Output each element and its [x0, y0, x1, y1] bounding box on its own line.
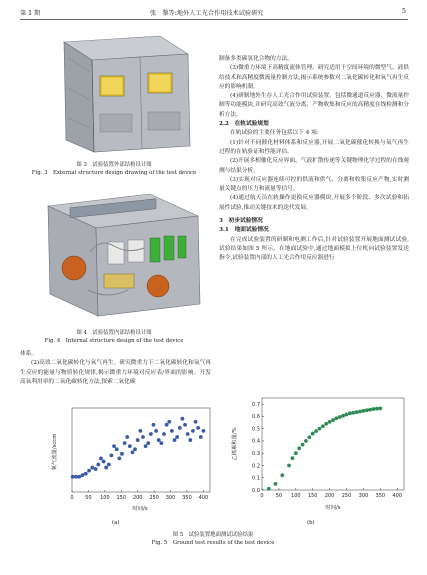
chartA-data-point — [123, 441, 127, 445]
fig5-caption-cn: 图 5 试验装置地面测试试验结果 — [172, 532, 254, 538]
chartB-data-point — [365, 408, 369, 412]
fig3-image — [42, 28, 202, 156]
fig5b-chart — [222, 392, 407, 516]
chartA-data-point — [167, 420, 171, 424]
chartA-data-point — [181, 417, 185, 421]
left-column-text — [20, 350, 211, 387]
chartB-data-point — [338, 415, 342, 419]
fig5a-plot-frame — [72, 408, 210, 492]
chartA-data-point — [112, 444, 116, 448]
right-paragraph-6: (3)实现对反应器连续可控的供液和供气、分离和收集反应产物,实时测量关键点的压力和流量等信号。 — [219, 176, 409, 193]
chartB-data-point — [372, 407, 376, 411]
right-paragraph-0: 制备多类碳氢化合物的方法。 — [219, 56, 293, 62]
chartB-xtick-label: 100 — [291, 493, 301, 499]
right-paragraph-2: (4)研制地外生存人工光合作用试验装置。包括微通道反应器、微流量控制等功能模块,并研究高效气液分离、产物收集和反应的高精度在线检测和分析方法。 — [219, 93, 409, 118]
chartB-data-point — [355, 410, 359, 414]
fig3-caption — [19, 162, 209, 177]
fig5a-chart — [28, 404, 213, 516]
chartA-data-point — [173, 438, 177, 442]
chartB-data-point — [378, 407, 382, 411]
chartA-xtick-label: 100 — [100, 495, 110, 501]
chartA-data-point — [115, 447, 119, 451]
chartB-data-point — [314, 429, 318, 433]
chartB-data-point — [301, 443, 305, 447]
chartB-data-point — [345, 413, 349, 417]
chartA-data-point — [110, 453, 114, 457]
chartA-data-point — [154, 429, 158, 433]
left-paragraph-1: 体系。 — [20, 351, 38, 357]
chartA-xtick-label: 200 — [132, 495, 143, 501]
chartB-data-point — [307, 435, 311, 439]
chartA-data-point — [175, 435, 179, 439]
chartB-data-point — [297, 446, 301, 450]
fig5b-xlabel: 时间/s — [325, 505, 341, 511]
chartA-xtick-label: 400 — [198, 495, 209, 501]
fig4-caption-cn: 图 4 试验装置内部结构设计图 — [76, 330, 152, 336]
chartB-ytick-label: 0.2 — [252, 463, 260, 470]
chartA-xtick-label: 300 — [165, 495, 176, 501]
chartA-data-point — [104, 466, 108, 470]
chartA-data-point — [194, 420, 198, 424]
chartA-data-point — [94, 467, 98, 471]
chartB-ytick-label: 0.5 — [252, 426, 260, 433]
fig5a-panel-label: (a) — [112, 520, 120, 526]
chartB-ytick-label: 0.3 — [252, 451, 260, 457]
chartB-data-point — [304, 439, 308, 443]
chartA-data-point — [125, 435, 129, 439]
chartB-data-point — [274, 482, 278, 486]
chartB-data-point — [280, 473, 284, 477]
chartA-data-point — [141, 435, 145, 439]
chartA-data-point — [157, 438, 161, 442]
fig5a-xlabel: 时间/s — [132, 506, 148, 512]
chartB-xtick-label: 400 — [392, 493, 403, 499]
journal-issue: 第 1 期 — [20, 10, 41, 17]
right-paragraph-5: (2)开展多相催化反应界面、气液扩散传递等关键物理化学过程的在线观测与结果分析。 — [219, 158, 409, 174]
chartB-data-point — [368, 408, 372, 412]
chartA-data-point — [107, 463, 111, 467]
chartB-data-point — [351, 411, 355, 415]
chartB-data-point — [358, 410, 362, 414]
chartA-data-point — [186, 432, 190, 436]
chartA-data-point — [144, 444, 148, 448]
chartA-data-point — [149, 432, 153, 436]
chartB-data-point — [321, 424, 325, 428]
chartA-data-point — [87, 469, 91, 473]
fig4-caption-en: Fig. 4 Internal structure design of the test device — [44, 337, 184, 344]
chartA-data-point — [138, 429, 142, 433]
chartB-data-point — [267, 487, 271, 491]
chartB-xtick-label: 0 — [260, 493, 264, 499]
section-3-1-heading: 3.1 地面试验情况 — [219, 227, 269, 234]
chartA-data-point — [128, 444, 132, 448]
chartA-data-point — [136, 438, 140, 442]
chartB-xtick-label: 50 — [275, 493, 283, 499]
right-paragraph-8: 在完成试验装置的研制和电测工作后,针对试验装置开展地面测试试验,试验结果如图 5 所示。在地面试验中,通过地面模拟上位机向试验装置发送指令,试验装置内部的人工光合作用反应器进行 — [219, 236, 409, 262]
chartA-xtick-label: 0 — [70, 495, 74, 501]
section-3-heading: 3 初步试验情况 — [219, 218, 263, 225]
left-paragraph-2: (2)高效二氧化碳转化与氧气再生。研究微重力下二氧化碳转化和氧气再生反应的能量与物质转化规律,揭示微重力环境对反应表/界面的影响。开发高氧利用率的二氧化碳转化方法,探索二氧化碳 — [20, 360, 211, 385]
chartA-data-point — [131, 450, 135, 454]
chartA-data-point — [90, 466, 94, 470]
chartA-data-point — [120, 452, 124, 456]
chartA-xtick-label: 150 — [116, 495, 127, 501]
fig5b-panel-label: (b) — [307, 520, 315, 526]
chartA-data-point — [170, 429, 174, 433]
chartB-data-point — [311, 432, 315, 436]
chartA-data-point — [183, 423, 187, 427]
right-paragraph-1: (3)微重力环境下高精度流体管理。研究适用于空间环境的微型气、液供给技术和高精度微流量控制方法,揭示系统参数对二氧化碳转化和氧气再生反应的影响机制。 — [219, 65, 409, 90]
chartA-data-point — [74, 475, 78, 479]
chartB-data-point — [375, 407, 379, 411]
header-rule — [20, 19, 408, 20]
section-2-2-heading: 2.2 在轨试验规划 — [219, 121, 269, 128]
right-paragraph-3: 在轨试验的主要任务包括以下 4 项: — [230, 130, 319, 137]
chartB-xtick-label: 300 — [358, 493, 369, 499]
chartA-data-point — [152, 423, 156, 427]
chartB-data-point — [324, 422, 328, 426]
chartB-data-point — [331, 418, 335, 422]
chartA-data-point — [77, 475, 81, 479]
chartA-data-point — [146, 441, 150, 445]
chartB-data-point — [341, 414, 345, 418]
running-title: 张 黎等:地外人工光合作用技术试验研究 — [150, 10, 264, 17]
chartA-data-point — [178, 426, 182, 430]
chartB-xtick-label: 350 — [375, 493, 386, 499]
chartB-data-point — [294, 451, 298, 455]
fig4-image — [30, 182, 210, 324]
chartA-data-point — [159, 441, 163, 445]
chartB-ytick-label: 0.4 — [252, 438, 260, 445]
chartB-xtick-label: 200 — [324, 493, 335, 499]
chartA-data-point — [102, 460, 106, 464]
chartA-data-point — [81, 473, 85, 477]
fig4-caption — [19, 330, 209, 345]
chartA-xtick-label: 50 — [85, 495, 92, 501]
chartB-xtick-label: 150 — [307, 493, 318, 499]
chartA-data-point — [133, 447, 137, 451]
chartA-xtick-label: 250 — [149, 495, 159, 501]
chartA-data-point — [199, 435, 203, 439]
chartB-data-point — [287, 464, 291, 468]
fig5a-ylabel: 氧气流量/sccm — [52, 433, 58, 471]
chartB-data-point — [334, 416, 338, 420]
chartB-data-point — [318, 427, 322, 431]
chartA-data-point — [162, 432, 166, 436]
chartA-data-point — [188, 438, 192, 442]
fig5-caption-en: Fig. 5 Ground test results of the test device — [151, 539, 275, 546]
chartA-data-point — [84, 472, 88, 476]
chartA-data-point — [117, 457, 121, 461]
chartA-data-point — [196, 426, 200, 430]
chartA-data-point — [71, 475, 75, 479]
chartA-xtick-label: 350 — [182, 495, 192, 501]
chartA-data-point — [96, 463, 100, 467]
chartA-data-point — [165, 423, 169, 427]
fig5-caption — [118, 532, 308, 547]
right-paragraph-4: (1)针对不同催化材料体系和反应器,开展二氧化碳催化转换与氧气再生过程的在轨验证和性能评估。 — [219, 139, 409, 155]
chartB-ytick-label: 0.0 — [252, 487, 260, 494]
fig3-caption-cn: 图 3 试验装置外部结构设计图 — [76, 162, 152, 168]
chartA-data-point — [202, 429, 206, 433]
chartA-data-point — [99, 457, 103, 461]
chartB-data-point — [348, 411, 352, 415]
fig5b-ylabel: 乙烯累积量/% — [232, 427, 238, 461]
chartA-data-point — [191, 429, 195, 433]
right-column-text — [219, 55, 409, 264]
fig3-caption-en: Fig. 3 External structure design drawing of the test device — [31, 169, 197, 176]
chartB-xtick-label: 250 — [341, 493, 352, 499]
page-number: 5 — [402, 8, 406, 15]
chartB-ytick-label: 0.1 — [252, 475, 260, 482]
right-paragraph-7: (4)通过航天员在轨操作更换反应器模块,开展多个阶段、多次试验和拓展性试验,推动关键技术的迭代发展。 — [219, 195, 409, 211]
chartB-data-point — [291, 456, 295, 460]
chartB-ytick-label: 0.7 — [252, 401, 260, 408]
chartB-ytick-label: 0.6 — [252, 414, 260, 421]
chartB-data-point — [362, 409, 366, 413]
chartB-data-point — [328, 420, 332, 424]
